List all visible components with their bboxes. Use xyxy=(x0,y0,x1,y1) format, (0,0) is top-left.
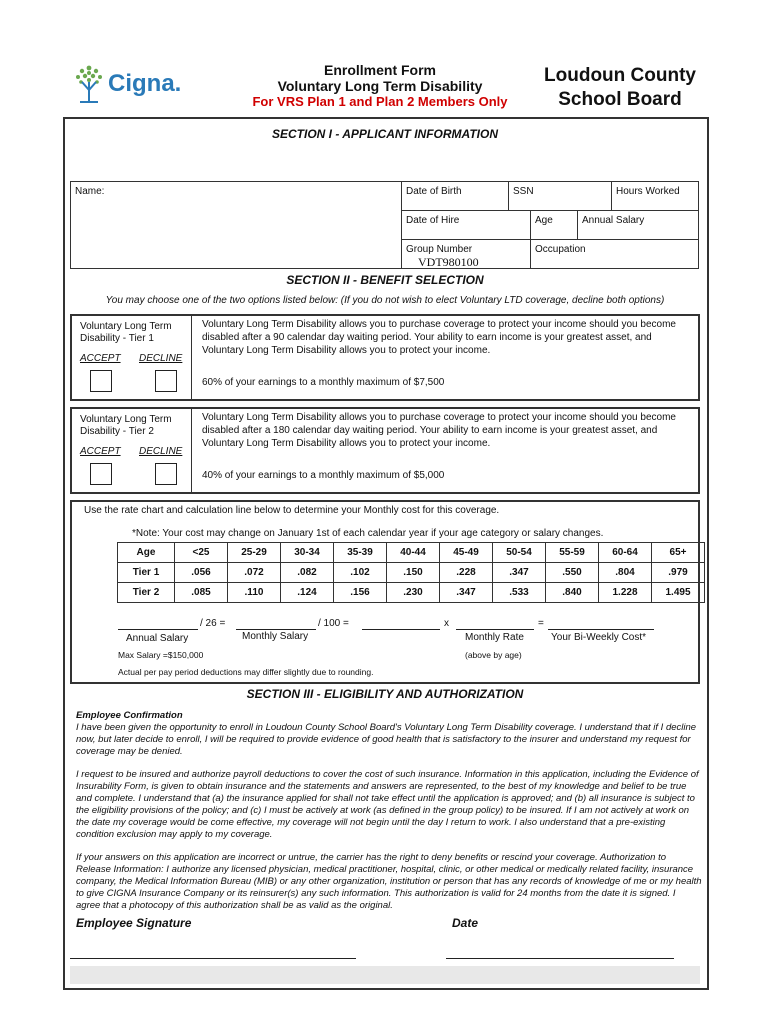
rate-table-row xyxy=(118,563,705,583)
monthly-rate-caption: Monthly Rate xyxy=(465,632,524,643)
ssn-label: SSN xyxy=(513,186,534,197)
rate-table-header xyxy=(118,543,705,563)
rate-cell: .550 xyxy=(546,563,599,583)
section1-title xyxy=(65,127,705,141)
rate-header-cell: 65+ xyxy=(652,543,705,563)
salary-field[interactable] xyxy=(577,210,699,240)
rate-header-cell: Age xyxy=(118,543,175,563)
rate-cell: .347 xyxy=(440,583,493,603)
section2-intro: You may choose one of the two options listed below: (If you do not wish to elect Voluntary LTD coverage, decline both options) xyxy=(105,295,665,306)
hours-field[interactable] xyxy=(611,181,699,211)
tier1-name-line1: Voluntary Long Term xyxy=(80,321,172,332)
signature-band xyxy=(70,966,700,984)
occupation-field[interactable] xyxy=(530,239,699,269)
monthly-salary-caption: Monthly Salary xyxy=(242,631,309,642)
rate-blank[interactable] xyxy=(456,629,534,630)
confirmation-paragraph: I have been given the opportunity to enroll in Loudoun County School Board's Voluntary Long Term Disability coverage. I understand that if I decline now, but later decide to enroll, I will be required to provide evidence of good health that is satisfactory to the insurer and understand my request for coverage may be denied. xyxy=(76,722,697,757)
signature-label: Employee Signature xyxy=(76,916,192,930)
rate-cell: .804 xyxy=(599,563,652,583)
dob-field[interactable] xyxy=(401,181,509,211)
release-paragraph: If your answers on this application are incorrect or untrue, the carrier has the right to deny benefits or rescind your coverage. Authorization to Release Information: I authorize any licensed physician, medical practitioner, hospital, clinic, or other medical or medically related facility, insurance company, the Medical Information Bureau (MIB) or any other organization, institution or person that has any records of knowledge of me or my health to give CIGNA Insurance Company or its reinsurer(s) any such information. This authorization is valid for 24 months from the date it is signed. I agree that a photocopy of this authorization shall be as valid as the original. xyxy=(76,852,702,911)
tier2-accept-checkbox[interactable] xyxy=(90,463,112,485)
rate-header-cell: 55-59 xyxy=(546,543,599,563)
monthly-rate-blank[interactable] xyxy=(362,629,440,630)
div100-label: / 100 = xyxy=(318,618,349,629)
hours-label: Hours Worked xyxy=(616,186,680,197)
tier1-name-line2: Disability - Tier 1 xyxy=(80,333,154,344)
group-label: Group Number xyxy=(406,244,473,255)
hire-date-field[interactable] xyxy=(401,210,531,240)
rate-cell: .156 xyxy=(334,583,387,603)
tree-icon xyxy=(72,60,106,106)
age-label: Age xyxy=(535,215,553,226)
rate-cell: 1.495 xyxy=(652,583,705,603)
section1-title-text: SECTION I - APPLICANT INFORMATION xyxy=(272,127,498,141)
section3-title xyxy=(65,687,705,701)
equals-label: = xyxy=(538,618,544,629)
biweekly-cost-blank[interactable] xyxy=(548,629,654,630)
rate-table xyxy=(117,542,705,603)
rate-cell: Tier 2 xyxy=(118,583,175,603)
rate-header-cell: 35-39 xyxy=(334,543,387,563)
rate-intro: Use the rate chart and calculation line below to determine your Monthly cost for this coverage. xyxy=(84,505,500,516)
times-label: x xyxy=(444,618,449,629)
rate-header-cell: 40-44 xyxy=(387,543,440,563)
max-salary-note: Max Salary =$150,000 xyxy=(118,650,204,660)
form-title-block xyxy=(230,62,530,110)
rate-cell: .979 xyxy=(652,563,705,583)
rate-cell: .228 xyxy=(440,563,493,583)
tier1-accept-label: ACCEPT xyxy=(80,353,121,364)
rate-table-row xyxy=(118,583,705,603)
tier2-decline-checkbox[interactable] xyxy=(155,463,177,485)
section2-title xyxy=(65,273,705,287)
form-subtitle: Voluntary Long Term Disability xyxy=(277,78,483,94)
ssn-field[interactable] xyxy=(508,181,612,211)
rate-cell: .840 xyxy=(546,583,599,603)
rate-cell: .124 xyxy=(281,583,334,603)
rate-cell: .110 xyxy=(228,583,281,603)
logo-text: Cigna. xyxy=(108,70,182,97)
biweekly-caption: Your Bi-Weekly Cost* xyxy=(551,632,647,643)
rounding-footnote: Actual per pay period deductions may differ slightly due to rounding. xyxy=(118,667,374,677)
rate-cell: .056 xyxy=(175,563,228,583)
rate-cell: .102 xyxy=(334,563,387,583)
org-line2: School Board xyxy=(558,89,682,110)
confirmation-heading: Employee Confirmation xyxy=(76,710,183,721)
group-value: VDT980100 xyxy=(418,255,479,269)
age-field[interactable] xyxy=(530,210,578,240)
rate-cell: .150 xyxy=(387,563,440,583)
rate-cell: .072 xyxy=(228,563,281,583)
authorization-paragraph: I request to be insured and authorize payroll deductions to cover the cost of such insurance. Information in this application, including the Evidence of Insurability Form, is given to obtain insurance and the statements and answers are represented, to the best of my knowledge and belief to be true and complete. I understand that (a) the insurance applied for shall not take effect until the application is approved; and (b) all insurance is subject to the eligibility provisions of the policy; and (c) I must be actively at work (as defined in the group policy) to be insured. If I am not actively at work on the date my coverage would be come effective, my coverage will not begin until the day I return to work. I also understand that a pre-existing condition exclusion may apply to my coverage. xyxy=(76,769,699,840)
dob-label: Date of Birth xyxy=(406,186,462,197)
tier1-decline-label: DECLINE xyxy=(139,353,183,364)
annual-salary-blank[interactable] xyxy=(118,629,198,630)
rate-header-cell: 60-64 xyxy=(599,543,652,563)
rate-cell: .082 xyxy=(281,563,334,583)
form-title: Enrollment Form xyxy=(323,62,436,78)
tier2-name-line2: Disability - Tier 2 xyxy=(80,426,154,437)
hire-label: Date of Hire xyxy=(406,215,460,226)
rate-header-cell: 30-34 xyxy=(281,543,334,563)
tier2-description: Voluntary Long Term Disability allows you to purchase coverage to protect your income should you become disabled after a 180 calendar day waiting period. Your ability to earn income is your greatest asset, and Voluntary Long Term Disability allows you to protect your income. xyxy=(202,412,676,449)
form-plan-note: For VRS Plan 1 and Plan 2 Members Only xyxy=(252,94,508,109)
group-number-field xyxy=(401,239,531,269)
tier2-benefit: 40% of your earnings to a monthly maximum of $5,000 xyxy=(202,470,445,481)
cigna-logo xyxy=(72,60,192,106)
salary-label: Annual Salary xyxy=(582,215,645,226)
rate-header-cell: 50-54 xyxy=(493,543,546,563)
tier1-decline-checkbox[interactable] xyxy=(155,370,177,392)
annual-salary-caption: Annual Salary xyxy=(126,633,189,644)
div26-label: / 26 = xyxy=(200,618,226,629)
tier1-accept-checkbox[interactable] xyxy=(90,370,112,392)
monthly-salary-blank[interactable] xyxy=(236,629,316,630)
rate-header-cell: 25-29 xyxy=(228,543,281,563)
rate-header-cell: <25 xyxy=(175,543,228,563)
signature-line[interactable] xyxy=(70,958,356,959)
rate-header-cell: 45-49 xyxy=(440,543,493,563)
rate-cell: .347 xyxy=(493,563,546,583)
date-line[interactable] xyxy=(446,958,674,959)
org-name xyxy=(530,64,710,112)
org-line1: Loudoun County xyxy=(544,65,696,86)
name-field[interactable] xyxy=(70,181,402,269)
date-label: Date xyxy=(452,916,479,930)
section2-title-text: SECTION II - BENEFIT SELECTION xyxy=(286,273,484,287)
rate-cell: Tier 1 xyxy=(118,563,175,583)
tier2-name-line1: Voluntary Long Term xyxy=(80,414,172,425)
name-label: Name: xyxy=(75,186,105,197)
rate-cell: 1.228 xyxy=(599,583,652,603)
above-by-age-note: (above by age) xyxy=(465,650,522,660)
rate-cell: .230 xyxy=(387,583,440,603)
rate-note: *Note: Your cost may change on January 1st of each calendar year if your age category or salary changes. xyxy=(132,528,604,539)
tier2-accept-label: ACCEPT xyxy=(80,446,121,457)
tier1-benefit: 60% of your earnings to a monthly maximum of $7,500 xyxy=(202,377,445,388)
occupation-label: Occupation xyxy=(535,244,586,255)
section3-title-text: SECTION III - ELIGIBILITY AND AUTHORIZATION xyxy=(246,687,524,701)
rate-cell: .085 xyxy=(175,583,228,603)
tier1-description: Voluntary Long Term Disability allows you to purchase coverage to protect your income should you become disabled after a 90 calendar day waiting period. Your ability to earn income is your greatest asset, and Voluntary Long Term Disability allows you to protect your income. xyxy=(202,319,676,356)
rate-cell: .533 xyxy=(493,583,546,603)
tier2-decline-label: DECLINE xyxy=(139,446,183,457)
